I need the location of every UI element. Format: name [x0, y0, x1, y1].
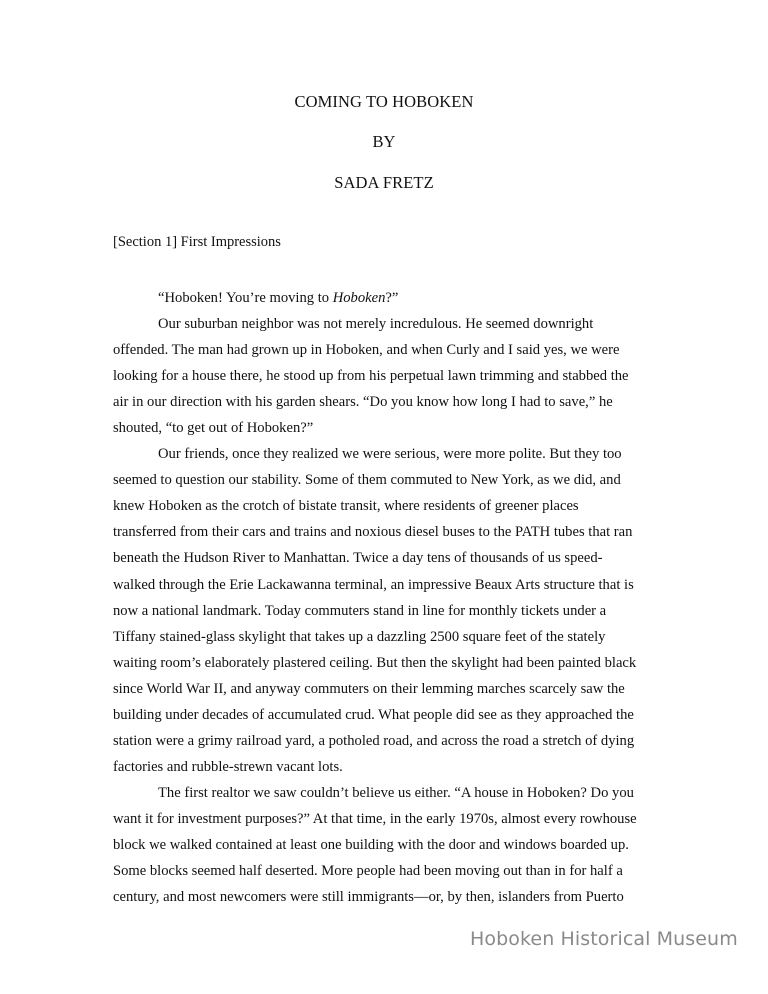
text-line: looking for a house there, he stood up from his perpetual lawn trimming and stabbed the	[113, 368, 629, 385]
text-line: walked through the Erie Lackawanna terminal, an impressive Beaux Arts structure that is	[113, 576, 634, 593]
text-line: beneath the Hudson River to Manhattan. Twice a day tens of thousands of us speed-	[113, 550, 603, 567]
text-line: century, and most newcomers were still immigrants—or, by then, islanders from Puerto	[113, 889, 624, 906]
text-line: transferred from their cars and trains and noxious diesel buses to the PATH tubes that ran	[113, 524, 633, 541]
text-line: knew Hoboken as the crotch of bistate transit, where residents of greener places	[113, 498, 579, 515]
paragraph-4	[113, 780, 658, 910]
text-line: offended. The man had grown up in Hoboken, and when Curly and I said yes, we were	[113, 342, 620, 359]
text-line: shouted, “to get out of Hoboken?”	[113, 420, 314, 437]
text-line: now a national landmark. Today commuters stand in line for monthly tickets under a	[113, 602, 607, 619]
text-segment: ?”	[385, 290, 399, 306]
paragraph-3	[113, 441, 658, 780]
paragraph-2	[113, 311, 658, 441]
author-name: SADA FRETZ	[334, 173, 434, 192]
text-line: Our friends, once they realized we were serious, were more polite. But they too	[158, 446, 622, 463]
section-heading: [Section 1] First Impressions	[113, 234, 281, 250]
document-title: COMING TO HOBOKEN	[294, 92, 474, 111]
text-line: since World War II, and anyway commuters on their lemming marches scarcely saw the	[113, 680, 625, 697]
text-segment: “Hoboken! You’re moving to	[158, 290, 333, 306]
byline: BY	[372, 132, 396, 151]
text-line: Tiffany stained-glass skylight that takes up a dazzling 2500 square feet of the stately	[113, 628, 606, 645]
text-line: building under decades of accumulated crud. What people did see as they approached the	[113, 706, 634, 723]
text-line: waiting room’s elaborately plastered ceiling. But then the skylight had been painted black	[113, 654, 637, 671]
paragraph-1	[113, 285, 658, 311]
text-line: want it for investment purposes?” At that time, in the early 1970s, almost every rowhouse	[113, 810, 637, 827]
text-line: Our suburban neighbor was not merely incredulous. He seemed downright	[158, 316, 594, 333]
text-line: factories and rubble-strewn vacant lots.	[113, 758, 343, 775]
body-text	[113, 285, 658, 910]
text-line: station were a grimy railroad yard, a potholed road, and across the road a stretch of dying	[113, 732, 635, 749]
italic-text: Hoboken	[332, 290, 386, 306]
text-line: block we walked contained at least one building with the door and windows boarded up.	[113, 836, 629, 853]
watermark-text: Hoboken Historical Museum	[470, 928, 738, 950]
text-line: air in our direction with his garden shears. “Do you know how long I had to save,” he	[113, 394, 613, 411]
text-line	[113, 285, 658, 311]
text-line: The first realtor we saw couldn’t believe us either. “A house in Hoboken? Do you	[158, 784, 634, 801]
text-line: seemed to question our stability. Some of them commuted to New York, as we did, and	[113, 472, 621, 489]
text-line: Some blocks seemed half deserted. More people had been moving out than in for half a	[113, 863, 623, 880]
